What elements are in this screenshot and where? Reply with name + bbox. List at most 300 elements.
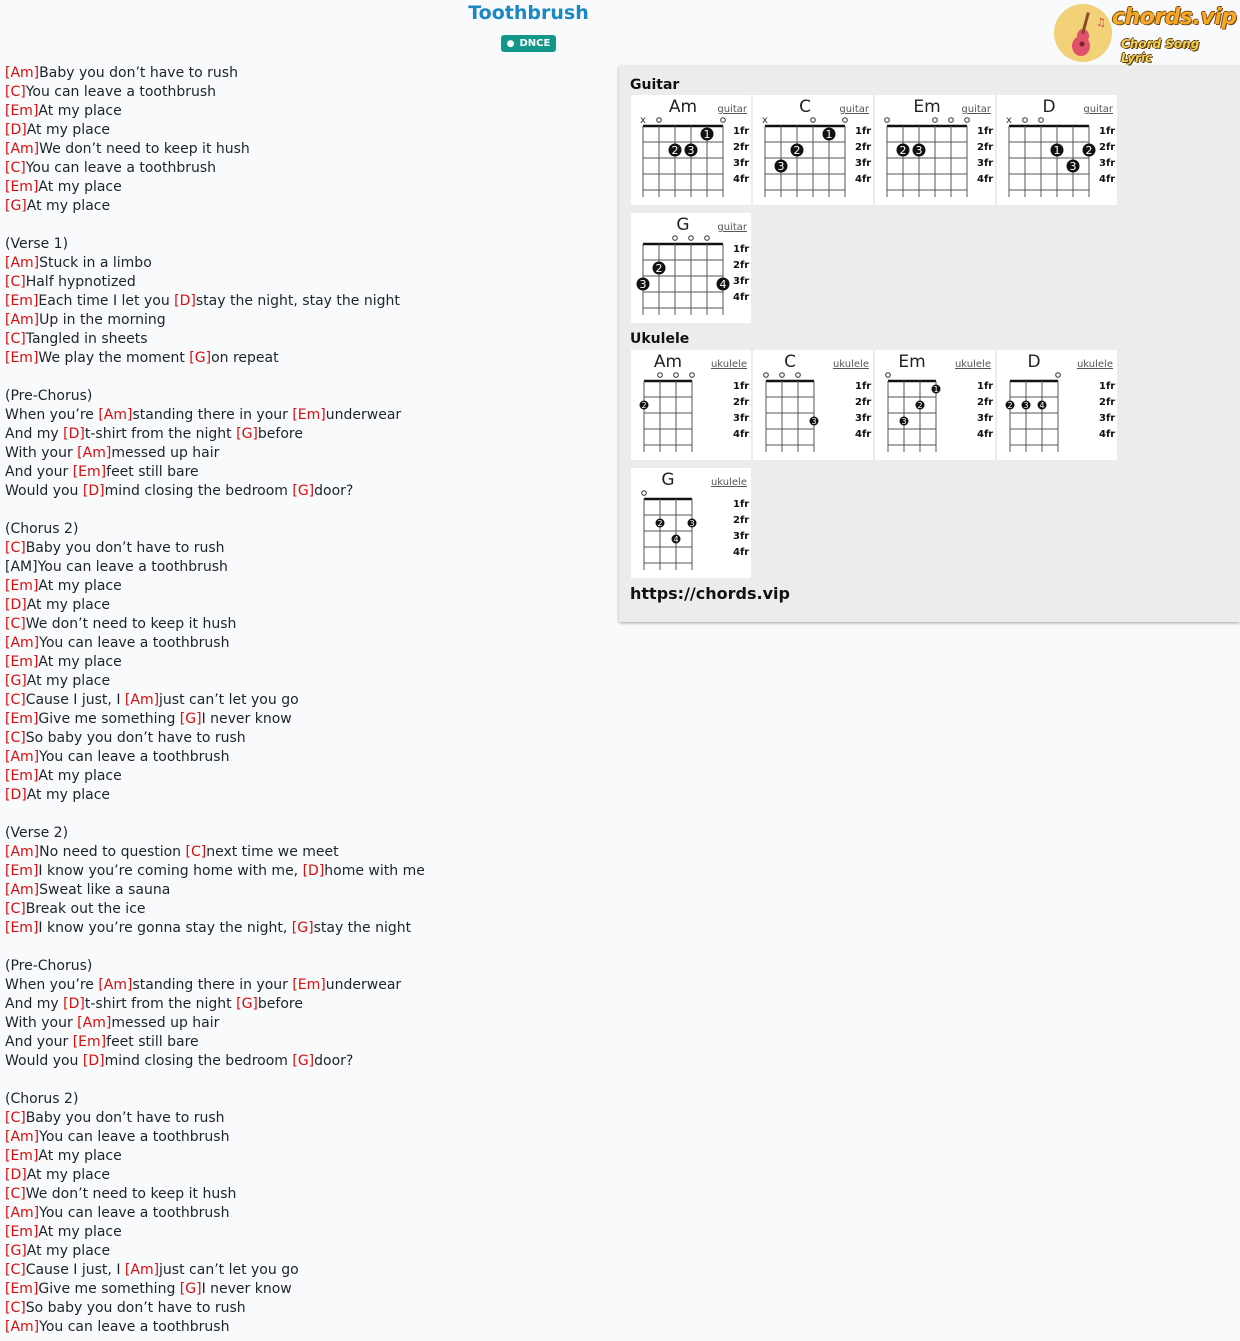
lyric-text: (Chorus 2) xyxy=(5,521,79,537)
lyric-line xyxy=(5,197,605,216)
chord-marker[interactable]: [G] xyxy=(291,920,314,936)
lyric-line xyxy=(5,1128,605,1147)
chord-marker[interactable]: [D] xyxy=(5,122,27,138)
lyric-text: (Pre-Chorus) xyxy=(5,958,93,974)
lyric-text: You can leave a toothbrush xyxy=(39,1205,230,1221)
lyric-text: Give me something xyxy=(38,711,180,727)
svg-text:2fr: 2fr xyxy=(733,397,750,408)
lyric-line xyxy=(5,1147,605,1166)
chord-marker[interactable]: [Am] xyxy=(5,749,40,765)
lyric-text: And your xyxy=(5,1034,73,1050)
chord-marker[interactable]: [D] xyxy=(82,483,105,499)
site-logo[interactable] xyxy=(1053,3,1237,65)
chord-marker[interactable]: [Am] xyxy=(5,844,40,860)
svg-text:4fr: 4fr xyxy=(733,547,750,558)
lyric-text: I never know xyxy=(201,711,292,727)
svg-text:3: 3 xyxy=(1023,401,1029,410)
lyric-line xyxy=(5,159,605,178)
svg-text:3: 3 xyxy=(687,144,695,157)
svg-text:2fr: 2fr xyxy=(855,142,872,153)
chord-marker[interactable]: [C] xyxy=(5,616,26,632)
lyric-text: We play the moment xyxy=(38,350,190,366)
chord-marker[interactable]: [Em] xyxy=(5,1281,39,1297)
chord-marker[interactable]: [Em] xyxy=(5,350,39,366)
lyric-line xyxy=(5,1090,605,1109)
lyric-text: You can leave a toothbrush xyxy=(39,749,230,765)
svg-text:3: 3 xyxy=(1069,160,1077,173)
lyric-line xyxy=(5,729,605,748)
chord-name: Am xyxy=(668,97,698,117)
svg-text:3fr: 3fr xyxy=(733,413,750,424)
guitar-logo-icon xyxy=(1054,4,1112,62)
lyric-line xyxy=(5,634,605,653)
lyric-line xyxy=(5,1242,605,1261)
lyric-text: messed up hair xyxy=(111,445,220,461)
svg-text:3: 3 xyxy=(689,519,695,528)
lyric-line xyxy=(5,653,605,672)
ukulele-chord-card[interactable] xyxy=(753,350,873,460)
site-url[interactable]: https://chords.vip xyxy=(630,584,790,603)
chord-diagram xyxy=(631,350,751,460)
lyric-text: mind closing the bedroom xyxy=(104,483,293,499)
chord-marker[interactable]: [G] xyxy=(236,996,258,1012)
instrument-link: ukulele xyxy=(954,359,991,370)
chord-marker[interactable]: [D] xyxy=(82,1053,105,1069)
lyric-text: door? xyxy=(314,483,354,499)
svg-text:1fr: 1fr xyxy=(855,126,872,137)
lyric-text: So baby you don’t have to rush xyxy=(25,730,246,746)
chord-marker[interactable]: [G] xyxy=(292,483,315,499)
ukulele-chord-card[interactable] xyxy=(631,468,751,578)
lyric-line xyxy=(5,710,605,729)
chord-marker[interactable]: [G] xyxy=(5,198,27,214)
lyric-line xyxy=(5,463,605,482)
chord-marker[interactable]: [Am] xyxy=(5,882,40,898)
chord-marker[interactable]: [Em] xyxy=(72,1034,107,1050)
svg-text:2fr: 2fr xyxy=(977,142,994,153)
lyric-text: before xyxy=(257,996,303,1012)
lyric-text: At my place xyxy=(26,597,111,613)
svg-text:2: 2 xyxy=(655,262,663,275)
chord-marker[interactable]: [Am] xyxy=(5,1205,40,1221)
chord-diagram-panel xyxy=(619,66,1240,622)
chord-marker[interactable]: [Em] xyxy=(5,654,39,670)
svg-text:3fr: 3fr xyxy=(977,413,994,424)
lyric-text: feet still bare xyxy=(106,464,199,480)
chord-marker[interactable]: [Am] xyxy=(5,1319,40,1335)
lyric-text: You can leave a toothbrush xyxy=(39,635,230,651)
lyric-text: At my place xyxy=(38,179,122,195)
svg-text:1fr: 1fr xyxy=(855,381,872,392)
lyric-text: just can’t let you go xyxy=(159,692,299,708)
svg-text:1fr: 1fr xyxy=(1099,126,1116,137)
chord-marker[interactable]: [G] xyxy=(5,1243,27,1259)
chord-marker[interactable]: [C] xyxy=(5,540,26,556)
chord-marker[interactable]: [Am] xyxy=(5,255,40,271)
chord-diagram xyxy=(875,95,995,205)
lyric-text: mind closing the bedroom xyxy=(104,1053,293,1069)
lyric-line xyxy=(5,330,605,349)
ukulele-chord-card[interactable] xyxy=(997,350,1117,460)
lyric-text: next time we meet xyxy=(206,844,339,860)
chord-marker[interactable]: [G] xyxy=(179,1281,202,1297)
svg-text:1: 1 xyxy=(933,385,939,394)
lyric-line xyxy=(5,1204,605,1223)
lyric-text: t-shirt from the night xyxy=(84,426,237,442)
lyric-line xyxy=(5,691,605,710)
svg-text:4fr: 4fr xyxy=(977,174,994,185)
lyric-text: Each time I let you xyxy=(38,293,175,309)
lyric-text: Would you xyxy=(5,1053,83,1069)
chord-marker[interactable]: [Em] xyxy=(5,293,39,309)
lyric-line xyxy=(5,216,605,235)
svg-text:♫: ♫ xyxy=(1096,16,1106,29)
lyric-text: feet still bare xyxy=(106,1034,199,1050)
svg-text:1fr: 1fr xyxy=(733,381,750,392)
lyric-line xyxy=(5,311,605,330)
lyric-text: t-shirt from the night xyxy=(84,996,237,1012)
chord-diagram xyxy=(753,350,873,460)
chord-marker[interactable]: [G] xyxy=(236,426,258,442)
chord-marker[interactable]: [Em] xyxy=(292,977,326,993)
lyric-line xyxy=(5,881,605,900)
svg-text:2fr: 2fr xyxy=(733,515,750,526)
chord-marker[interactable]: [Am] xyxy=(124,1262,160,1278)
lyric-text: And my xyxy=(5,996,64,1012)
chord-name: Am xyxy=(653,352,683,372)
svg-text:3: 3 xyxy=(901,417,907,426)
chord-marker[interactable]: [C] xyxy=(5,331,26,347)
lyric-text: (Chorus 2) xyxy=(5,1091,79,1107)
lyric-text: You can leave a toothbrush xyxy=(39,1319,230,1335)
chord-marker[interactable]: [C] xyxy=(5,901,26,917)
song-title: Toothbrush xyxy=(468,2,589,24)
svg-text:4: 4 xyxy=(719,278,727,291)
lyric-line xyxy=(5,748,605,767)
lyric-text: Cause I just, I xyxy=(25,692,125,708)
chord-name: Em xyxy=(913,97,941,117)
lyric-text: just can’t let you go xyxy=(159,1262,299,1278)
instrument-link: ukulele xyxy=(710,477,747,488)
lyric-text: When you’re xyxy=(5,977,99,993)
svg-text:x: x xyxy=(1006,115,1012,126)
chord-marker[interactable]: [G] xyxy=(5,673,27,689)
chord-marker[interactable]: [Em] xyxy=(5,920,39,936)
lyric-text: At my place xyxy=(38,1224,122,1240)
chord-marker[interactable]: [Em] xyxy=(5,1224,39,1240)
lyric-text: standing there in your xyxy=(132,977,293,993)
lyric-line xyxy=(5,938,605,957)
svg-text:3fr: 3fr xyxy=(855,158,872,169)
chord-marker[interactable]: [C] xyxy=(5,1262,26,1278)
lyric-line xyxy=(5,672,605,691)
lyric-line xyxy=(5,1071,605,1090)
chord-diagram xyxy=(997,95,1117,205)
svg-text:4fr: 4fr xyxy=(733,429,750,440)
lyric-text: stay the night, stay the night xyxy=(195,293,400,309)
lyric-text: At my place xyxy=(38,1148,122,1164)
guitar-heading: Guitar xyxy=(630,77,680,93)
chord-marker[interactable]: [Am] xyxy=(5,141,40,157)
lyric-text: At my place xyxy=(38,654,122,670)
lyric-line xyxy=(5,1109,605,1128)
ukulele-heading: Ukulele xyxy=(630,331,690,347)
chord-marker[interactable]: [Am] xyxy=(5,65,40,81)
svg-text:4fr: 4fr xyxy=(1099,429,1116,440)
svg-text:2: 2 xyxy=(641,401,647,410)
svg-text:4: 4 xyxy=(1039,401,1045,410)
chord-name: Em xyxy=(898,352,926,372)
svg-text:4fr: 4fr xyxy=(733,292,750,303)
chord-marker[interactable]: [G] xyxy=(179,711,202,727)
chord-marker[interactable]: [Em] xyxy=(5,863,39,879)
lyric-text: Tangled in sheets xyxy=(25,331,148,347)
lyric-text: At my place xyxy=(26,673,111,689)
lyric-text: I know you’re coming home with me, xyxy=(38,863,303,879)
instrument-link: guitar xyxy=(1083,104,1113,115)
svg-text:2: 2 xyxy=(917,401,923,410)
lyric-line xyxy=(5,1280,605,1299)
svg-text:2: 2 xyxy=(671,144,679,157)
svg-text:3fr: 3fr xyxy=(1099,413,1116,424)
lyric-text: Half hypnotized xyxy=(25,274,136,290)
lyric-line xyxy=(5,919,605,938)
guitar-chord-card[interactable] xyxy=(631,95,751,205)
artist-badge[interactable] xyxy=(501,35,556,52)
chord-marker[interactable]: [D] xyxy=(5,597,27,613)
lyric-line xyxy=(5,767,605,786)
lyric-text: standing there in your xyxy=(132,407,293,423)
chord-marker[interactable]: [Em] xyxy=(72,464,107,480)
lyric-text: Sweat like a sauna xyxy=(39,882,171,898)
chord-marker[interactable]: [Em] xyxy=(5,103,39,119)
chord-marker[interactable]: [C] xyxy=(5,1186,26,1202)
instrument-link: guitar xyxy=(717,222,747,233)
lyric-line xyxy=(5,425,605,444)
chord-marker[interactable]: [G] xyxy=(189,350,212,366)
chord-marker[interactable]: [C] xyxy=(5,1300,26,1316)
chord-name: G xyxy=(676,215,690,235)
svg-text:3fr: 3fr xyxy=(977,158,994,169)
lyric-line xyxy=(5,83,605,102)
chord-name: C xyxy=(784,352,796,372)
lyric-line xyxy=(5,596,605,615)
lyric-line xyxy=(5,957,605,976)
lyric-line xyxy=(5,577,605,596)
lyric-text: Up in the morning xyxy=(39,312,166,328)
lyric-text: With your xyxy=(5,445,78,461)
chord-marker[interactable]: [C] xyxy=(5,1110,26,1126)
chord-marker[interactable]: [D] xyxy=(5,1167,27,1183)
chord-marker[interactable]: [Em] xyxy=(292,407,326,423)
lyric-text: At my place xyxy=(26,198,111,214)
lyric-line xyxy=(5,1223,605,1242)
chord-marker[interactable]: [C] xyxy=(5,274,26,290)
svg-text:3fr: 3fr xyxy=(855,413,872,424)
lyric-text: At my place xyxy=(26,1167,111,1183)
lyric-line xyxy=(5,976,605,995)
instrument-link: ukulele xyxy=(832,359,869,370)
chord-marker[interactable]: [Am] xyxy=(5,635,40,651)
svg-text:2: 2 xyxy=(899,144,907,157)
lyric-text: [AM]You can leave a toothbrush xyxy=(5,559,228,575)
lyric-line xyxy=(5,1166,605,1185)
chord-marker[interactable]: [D] xyxy=(174,293,196,309)
chord-marker[interactable]: [G] xyxy=(292,1053,315,1069)
chord-marker[interactable]: [Em] xyxy=(5,578,39,594)
lyric-line xyxy=(5,501,605,520)
lyric-line xyxy=(5,292,605,311)
lyric-text: Give me something xyxy=(38,1281,180,1297)
lyric-text: home with me xyxy=(324,863,425,879)
lyric-text: (Pre-Chorus) xyxy=(5,388,93,404)
svg-text:4fr: 4fr xyxy=(1099,174,1116,185)
lyric-text: before xyxy=(257,426,303,442)
lyric-text: At my place xyxy=(26,122,111,138)
lyric-line xyxy=(5,786,605,805)
chord-diagram xyxy=(753,95,873,205)
lyric-line xyxy=(5,558,605,577)
lyric-line xyxy=(5,121,605,140)
svg-text:2: 2 xyxy=(793,144,801,157)
ukulele-chord-card[interactable] xyxy=(875,350,995,460)
chord-marker[interactable]: [C] xyxy=(5,160,26,176)
svg-text:2fr: 2fr xyxy=(1099,397,1116,408)
person-icon: ● xyxy=(506,38,515,49)
instrument-link: ukulele xyxy=(1076,359,1113,370)
lyric-text: We don’t need to keep it hush xyxy=(25,616,237,632)
svg-text:2: 2 xyxy=(1007,401,1013,410)
chord-marker[interactable]: [C] xyxy=(185,844,207,860)
chord-marker[interactable]: [D] xyxy=(63,996,85,1012)
chord-marker[interactable]: [Em] xyxy=(5,179,39,195)
lyric-text: Would you xyxy=(5,483,83,499)
chord-marker[interactable]: [Am] xyxy=(5,312,40,328)
guitar-chord-card[interactable] xyxy=(631,213,751,323)
chord-marker[interactable]: [Am] xyxy=(98,407,133,423)
svg-text:3: 3 xyxy=(777,160,785,173)
svg-text:x: x xyxy=(762,115,768,126)
lyric-text: So baby you don’t have to rush xyxy=(25,1300,246,1316)
lyric-line xyxy=(5,235,605,254)
lyric-line xyxy=(5,995,605,1014)
chord-diagram xyxy=(631,95,751,205)
svg-text:3fr: 3fr xyxy=(733,158,750,169)
chord-marker[interactable]: [Em] xyxy=(5,768,39,784)
logo-tagline: Chord Song Lyric xyxy=(1121,37,1200,65)
lyric-text: Baby you don’t have to rush xyxy=(25,540,225,556)
svg-text:2fr: 2fr xyxy=(733,260,750,271)
lyric-line xyxy=(5,444,605,463)
svg-text:4: 4 xyxy=(673,535,679,544)
lyric-text: underwear xyxy=(325,407,402,423)
svg-text:1fr: 1fr xyxy=(733,244,750,255)
chord-marker[interactable]: [Em] xyxy=(5,1148,39,1164)
svg-text:1fr: 1fr xyxy=(1099,381,1116,392)
chord-marker[interactable]: [Am] xyxy=(77,445,112,461)
lyric-line xyxy=(5,1318,605,1337)
lyric-text: underwear xyxy=(325,977,402,993)
artist-name: DNCE xyxy=(519,38,551,49)
lyric-text: And your xyxy=(5,464,73,480)
lyric-line xyxy=(5,349,605,368)
chord-diagram xyxy=(997,350,1117,460)
lyric-line xyxy=(5,843,605,862)
chord-name: C xyxy=(799,97,811,117)
instrument-link: guitar xyxy=(717,104,747,115)
svg-text:3: 3 xyxy=(639,278,647,291)
svg-text:1fr: 1fr xyxy=(733,499,750,510)
svg-text:3: 3 xyxy=(811,417,817,426)
lyric-line xyxy=(5,539,605,558)
lyric-text: No need to question xyxy=(39,844,186,860)
lyric-text: You can leave a toothbrush xyxy=(25,84,217,100)
svg-text:3: 3 xyxy=(915,144,923,157)
chord-marker[interactable]: [D] xyxy=(302,863,325,879)
lyric-line xyxy=(5,824,605,843)
chord-marker[interactable]: [Am] xyxy=(98,977,133,993)
svg-text:x: x xyxy=(640,115,646,126)
lyric-line xyxy=(5,178,605,197)
chord-marker[interactable]: [C] xyxy=(5,730,26,746)
guitar-chord-card[interactable] xyxy=(753,95,873,205)
lyric-line xyxy=(5,1299,605,1318)
lyric-text: Baby you don’t have to rush xyxy=(25,1110,225,1126)
svg-text:1fr: 1fr xyxy=(977,126,994,137)
logo-wordmark: chords.vip xyxy=(1112,5,1237,30)
chord-marker[interactable]: [D] xyxy=(5,787,27,803)
lyric-text: At my place xyxy=(38,103,122,119)
lyric-line xyxy=(5,387,605,406)
lyric-line xyxy=(5,1261,605,1280)
chord-marker[interactable]: [C] xyxy=(5,692,26,708)
lyric-text: messed up hair xyxy=(111,1015,220,1031)
lyric-line xyxy=(5,805,605,824)
lyric-text: door? xyxy=(314,1053,354,1069)
lyric-text: You can leave a toothbrush xyxy=(39,1129,230,1145)
lyric-line xyxy=(5,1014,605,1033)
chord-marker[interactable]: [Am] xyxy=(124,692,160,708)
lyric-line xyxy=(5,1052,605,1071)
lyric-text: We don’t need to keep it hush xyxy=(39,141,250,157)
svg-text:1fr: 1fr xyxy=(977,381,994,392)
svg-text:1: 1 xyxy=(703,128,711,141)
guitar-chord-card[interactable] xyxy=(875,95,995,205)
svg-text:1: 1 xyxy=(825,128,833,141)
svg-text:4fr: 4fr xyxy=(977,429,994,440)
chord-marker[interactable]: [D] xyxy=(63,426,85,442)
lyric-line xyxy=(5,482,605,501)
instrument-link: guitar xyxy=(839,104,869,115)
lyric-line xyxy=(5,520,605,539)
lyric-text: Stuck in a limbo xyxy=(39,255,152,271)
guitar-chord-card[interactable] xyxy=(997,95,1117,205)
chord-marker[interactable]: [Am] xyxy=(77,1015,112,1031)
lyric-text: I never know xyxy=(201,1281,292,1297)
chord-diagram xyxy=(875,350,995,460)
ukulele-chord-card[interactable] xyxy=(631,350,751,460)
chord-marker[interactable]: [Em] xyxy=(5,711,39,727)
chord-marker[interactable]: [C] xyxy=(5,84,26,100)
svg-text:1: 1 xyxy=(1053,144,1061,157)
chord-marker[interactable]: [Am] xyxy=(5,1129,40,1145)
svg-text:2fr: 2fr xyxy=(1099,142,1116,153)
svg-text:3fr: 3fr xyxy=(733,276,750,287)
lyric-line xyxy=(5,254,605,273)
lyric-text: stay the night xyxy=(313,920,412,936)
lyric-text: At my place xyxy=(38,768,122,784)
lyric-text: Baby you don’t have to rush xyxy=(39,65,238,81)
